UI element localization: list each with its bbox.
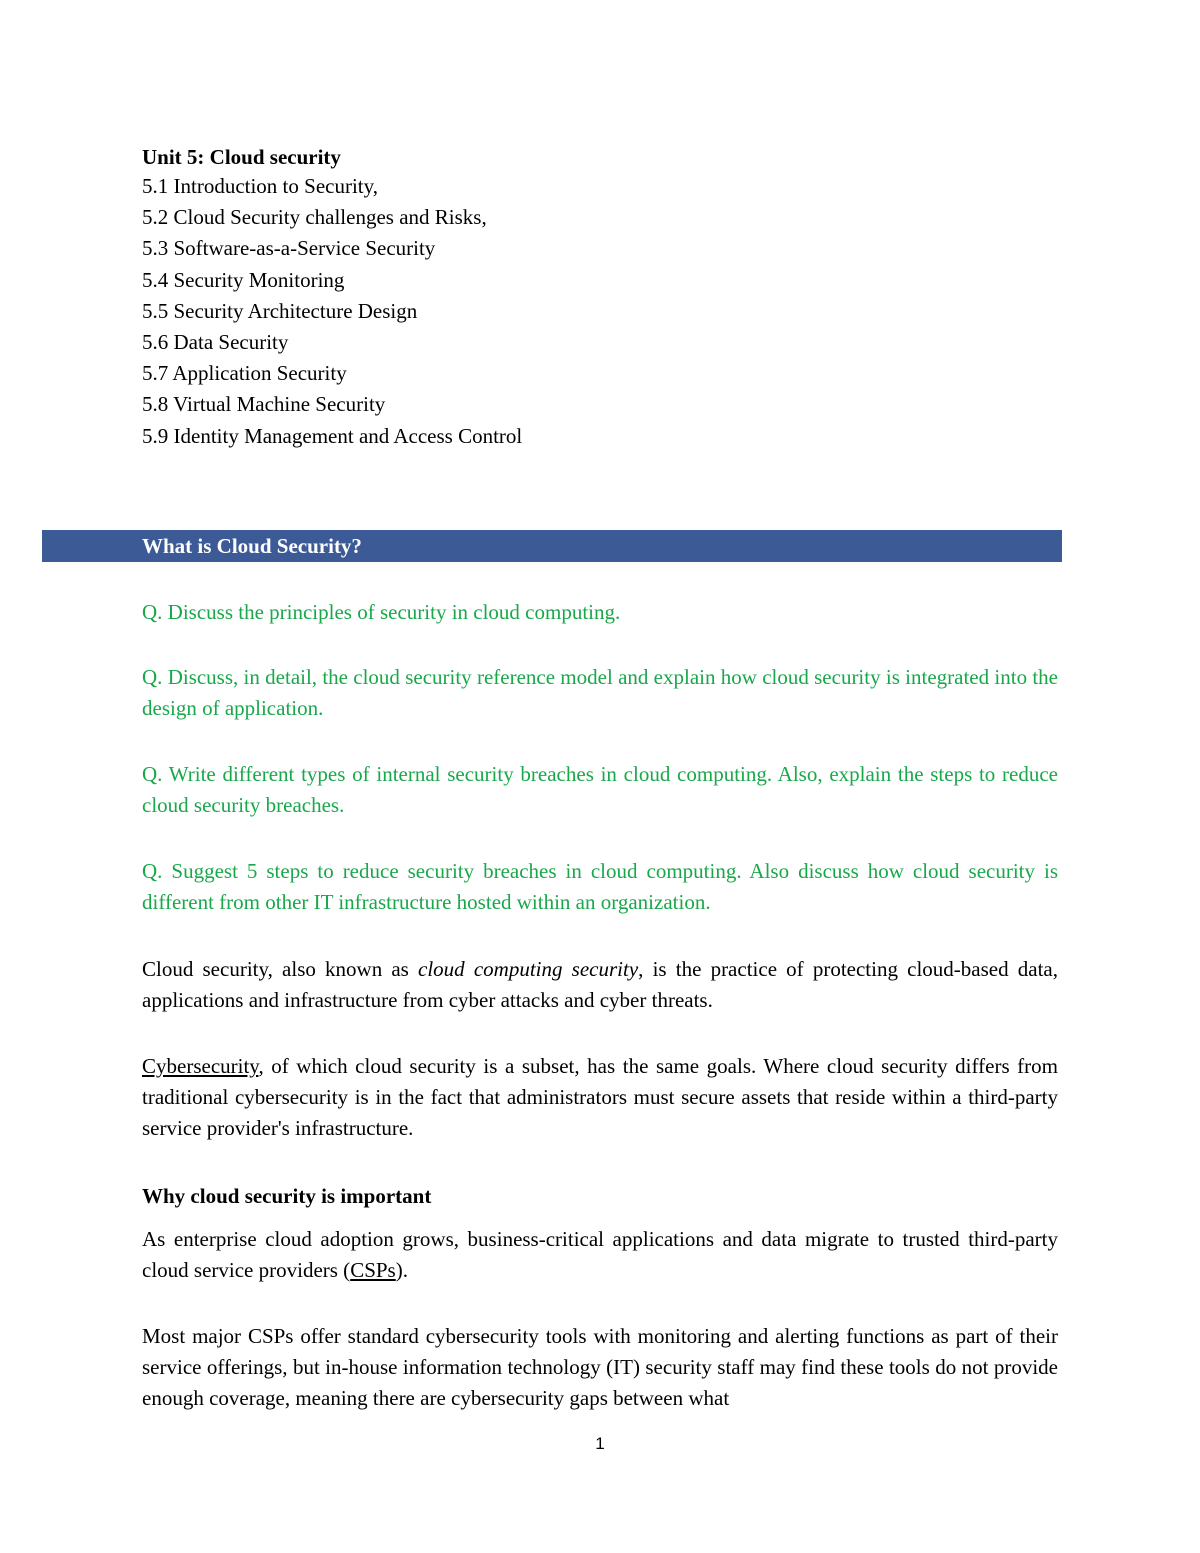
para-text: Cloud security, also known as [142,957,419,981]
toc-item: 5.5 Security Architecture Design [142,298,418,323]
table-of-contents [142,172,522,453]
section-heading-bar [42,530,1062,562]
para-text: , is the practice of protecting cloud-based data, applications and infrastructure from cyber attacks and cyber threats. [142,957,1058,1012]
cybersecurity-link[interactable]: Cybersecurity [142,1054,259,1078]
subheading: Why cloud security is important [142,1184,432,1208]
para-text: ). [395,1258,408,1282]
toc-item: 5.3 Software-as-a-Service Security [142,236,436,261]
section-heading: What is Cloud Security? [142,534,362,558]
para-text: , of which cloud security is a subset, has the same goals. Where cloud security differs from traditional cybersecurity is in the fact that administrators must secure assets that reside within a third-party service provider's infrastructure. [142,1054,1058,1140]
exam-question: Q. Write different types of internal security breaches in cloud computing. Also, explain the steps to reduce cloud security breaches. [142,762,1058,817]
toc-item: 5.4 Security Monitoring [142,267,345,292]
toc-item: 5.9 Identity Management and Access Control [142,423,523,448]
exam-question: Q. Discuss, in detail, the cloud security reference model and explain how cloud security is integrated into the design of application. [142,665,1058,720]
csp-tools-paragraph: Most major CSPs offer standard cybersecurity tools with monitoring and alerting functions as part of their service offerings, but in-house information technology (IT) security staff may find these tools do not provide enough coverage, meaning there are cybersecurity gaps between what [142,1324,1058,1410]
exam-question: Q. Suggest 5 steps to reduce security breaches in cloud computing. Also discuss how cloud security is different from other IT infrastructure hosted within an organization. [142,859,1058,914]
toc-item: 5.7 Application Security [142,361,347,386]
adoption-paragraph [142,1224,1058,1286]
unit-title: Unit 5: Cloud security [142,145,341,169]
exam-question: Q. Discuss the principles of security in cloud computing. [142,600,621,624]
csps-link[interactable]: CSPs [350,1258,396,1282]
para-text: As enterprise cloud adoption grows, business-critical applications and data migrate to trusted third-party cloud service providers ( [142,1227,1058,1282]
para-italic-term: cloud computing security [418,957,639,981]
cybersecurity-paragraph [142,1051,1058,1144]
page-number: 1 [595,1434,605,1453]
toc-item: 5.8 Virtual Machine Security [142,392,386,417]
toc-item: 5.2 Cloud Security challenges and Risks, [142,205,487,230]
toc-item: 5.1 Introduction to Security, [142,174,379,198]
definition-paragraph [142,954,1058,1016]
toc-item: 5.6 Data Security [142,329,289,354]
